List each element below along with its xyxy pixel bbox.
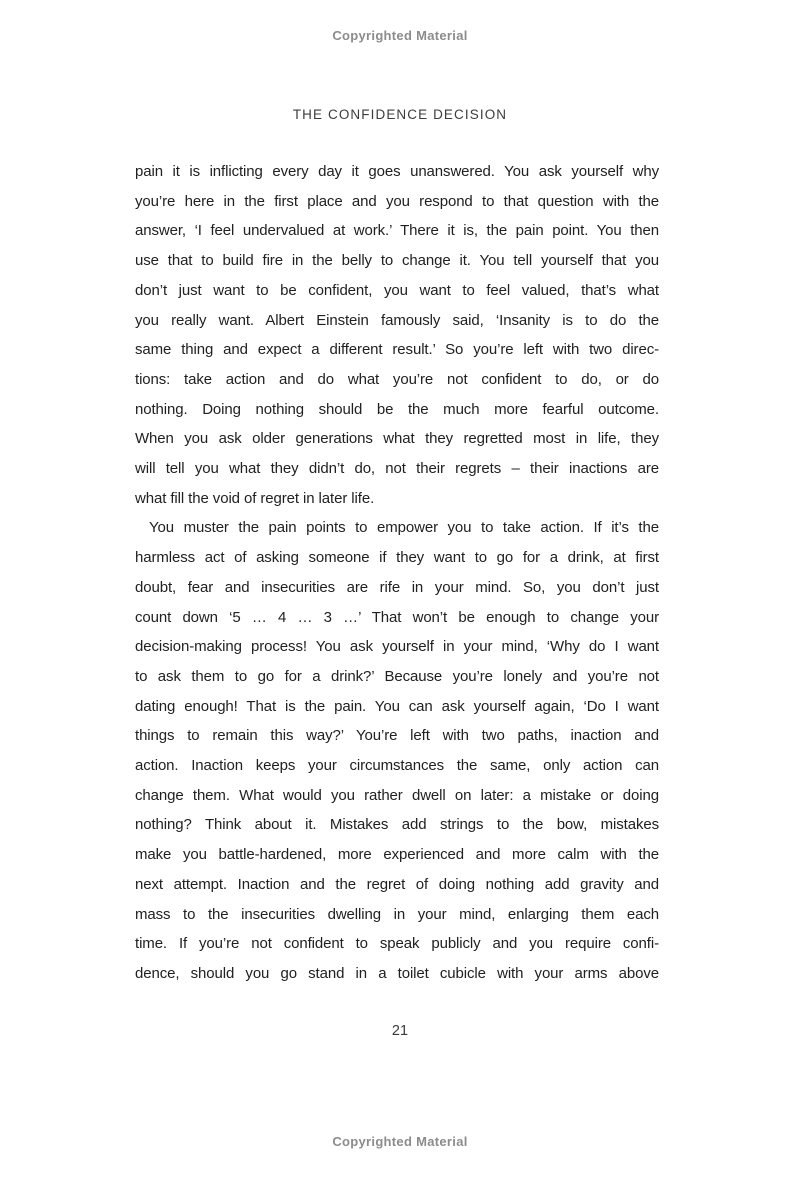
chapter-running-head: THE CONFIDENCE DECISION xyxy=(292,107,508,122)
paragraph xyxy=(135,513,659,988)
body-line: dating enough! That is the pain. You can ask yourself again, ‘Do I want xyxy=(135,697,659,715)
body-line: you’re here in the first place and you respond to that question with the xyxy=(135,192,659,210)
body-line: same thing and expect a different result.’ So you’re left with two direc- xyxy=(135,341,659,359)
body-line: next attempt. Inaction and the regret of doing nothing add gravity and xyxy=(135,875,659,893)
body-line: tions: take action and do what you’re not confident to do, or do xyxy=(135,370,659,388)
body-line: to ask them to go for a drink?’ Because you’re lonely and you’re not xyxy=(135,667,659,685)
body-line: change them. What would you rather dwell on later: a mistake or doing xyxy=(135,786,659,804)
body-line: things to remain this way?’ You’re left with two paths, inaction and xyxy=(135,727,659,745)
body-line: decision-making process! You ask yourself in your mind, ‘Why do I want xyxy=(135,638,659,656)
body-line: will tell you what they didn’t do, not their regrets – their inactions are xyxy=(135,460,659,478)
copyright-notice-bottom: Copyrighted Material xyxy=(332,1134,468,1149)
page-body xyxy=(135,157,659,989)
copyright-notice-top: Copyrighted Material xyxy=(332,28,468,43)
page-number: 21 xyxy=(391,1023,409,1039)
body-line: action. Inaction keeps your circumstances the same, only action can xyxy=(135,757,659,775)
body-line: make you battle-hardened, more experienced and more calm with the xyxy=(135,846,659,864)
body-line: nothing? Think about it. Mistakes add strings to the bow, mistakes xyxy=(135,816,659,834)
body-line: what fill the void of regret in later life. xyxy=(135,489,375,507)
body-line: time. If you’re not confident to speak publicly and you require confi- xyxy=(135,935,659,953)
body-line: answer, ‘I feel undervalued at work.’ There it is, the pain point. You then xyxy=(135,222,659,240)
paragraph xyxy=(135,157,659,513)
body-line: count down ‘5 … 4 … 3 …’ That won’t be enough to change your xyxy=(135,608,659,626)
body-line: nothing. Doing nothing should be the much more fearful outcome. xyxy=(135,400,659,418)
body-line: harmless act of asking someone if they want to go for a drink, at first xyxy=(135,549,659,567)
body-line: dence, should you go stand in a toilet cubicle with your arms above xyxy=(135,964,659,982)
body-line: doubt, fear and insecurities are rife in your mind. So, you don’t just xyxy=(135,578,659,596)
body-line: you really want. Albert Einstein famously said, ‘Insanity is to do the xyxy=(135,311,659,329)
body-line: mass to the insecurities dwelling in your mind, enlarging them each xyxy=(135,905,659,923)
body-line: When you ask older generations what they regretted most in life, they xyxy=(135,430,659,448)
body-line: You muster the pain points to empower you to take action. If it’s the xyxy=(149,519,659,537)
body-line: don’t just want to be confident, you want to feel valued, that’s what xyxy=(135,281,659,299)
body-line: pain it is inflicting every day it goes unanswered. You ask yourself why xyxy=(135,163,659,180)
body-line: use that to build fire in the belly to change it. You tell yourself that you xyxy=(135,252,659,270)
